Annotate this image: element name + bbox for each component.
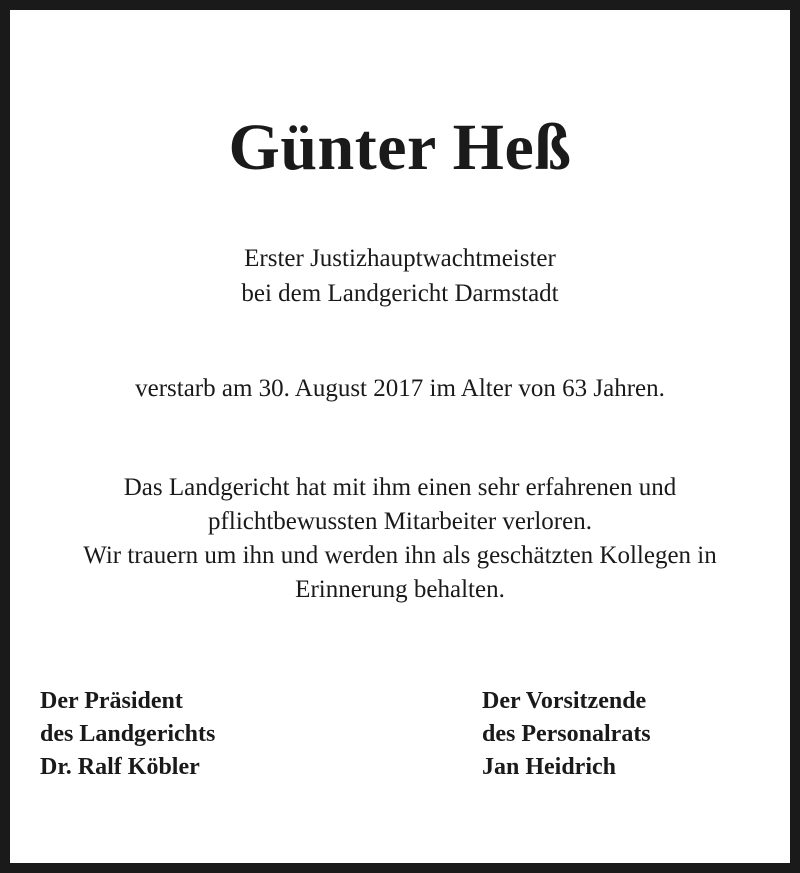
signature-president [40, 685, 215, 784]
signature-role: Der Vorsitzende [482, 688, 647, 714]
signature-role: Der Präsident [40, 688, 183, 714]
message-line: pflichtbewussten Mitarbeiter verloren. [208, 508, 592, 535]
condolence-message [10, 471, 790, 607]
signature-institution: des Landgerichts [40, 721, 216, 747]
job-title-line: Erster Justizhauptwachtmeister [244, 245, 556, 272]
deceased-name: Günter Heß [228, 111, 572, 184]
death-announcement: verstarb am 30. August 2017 im Alter von 63 Jahren. [135, 375, 665, 402]
message-line: Erinnerung behalten. [295, 576, 505, 603]
signature-person: Jan Heidrich [482, 754, 617, 780]
signature-person: Dr. Ralf Köbler [40, 754, 200, 780]
signature-institution: des Personalrats [482, 721, 651, 747]
message-line: Wir trauern um ihn und werden ihn als geschätzten Kollegen in [83, 542, 717, 569]
employer-line: bei dem Landgericht Darmstadt [241, 280, 559, 307]
message-line: Das Landgericht hat mit ihm einen sehr erfahrenen und [123, 474, 677, 501]
job-title-block [10, 241, 790, 311]
signature-staff-council [482, 685, 651, 784]
